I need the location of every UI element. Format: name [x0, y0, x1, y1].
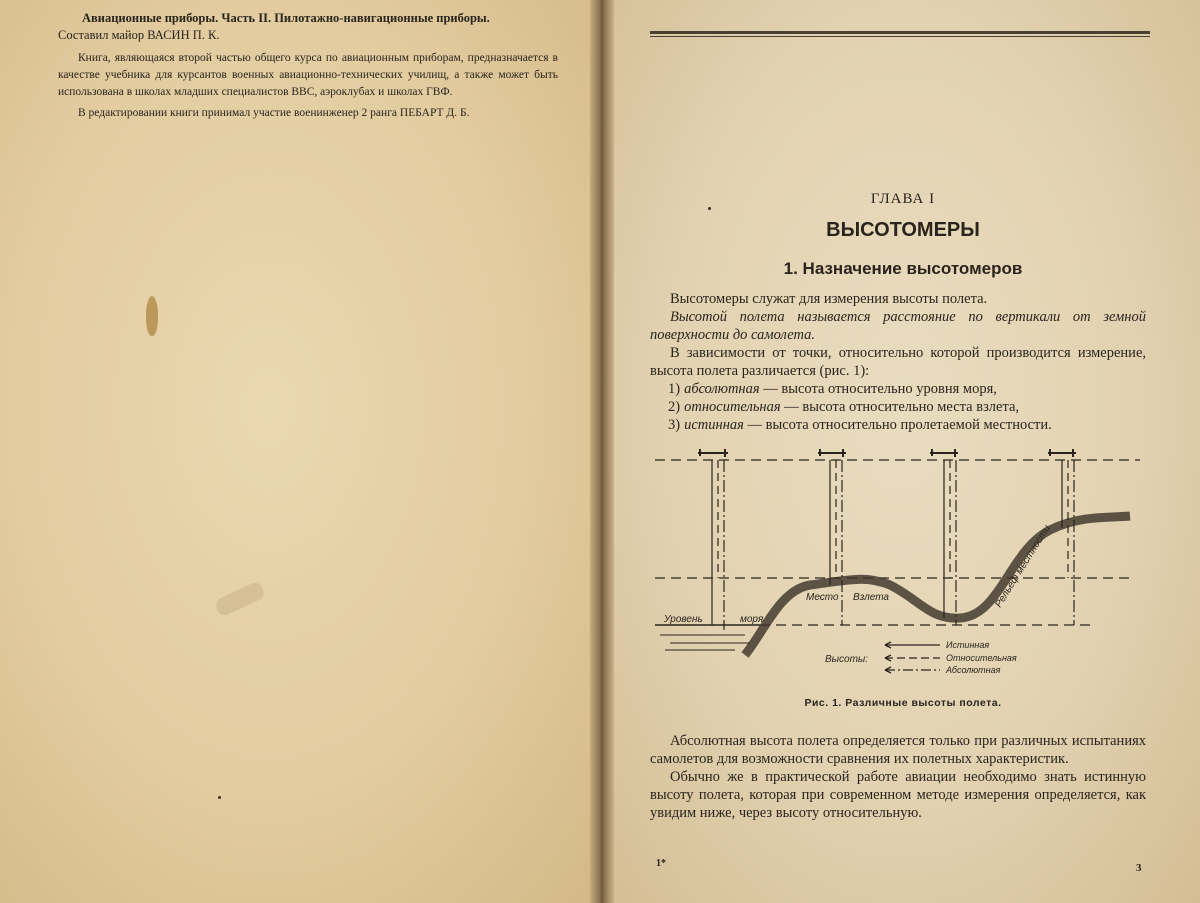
paper-smudge [214, 580, 267, 617]
legend-relative: Относительная [946, 653, 1017, 663]
label-takeoff-place: Место [806, 592, 839, 603]
paper-speck [218, 796, 221, 799]
intro-text [650, 290, 1146, 434]
chapter-title: ВЫСОТОМЕРЫ [826, 219, 980, 241]
editor-note: В редактировании книги принимал участие военинженер 2 ранга ПЕБАРТ Д. Б. [78, 107, 470, 119]
legend-absolute: Абсолютная [946, 665, 1001, 675]
closing-text [650, 732, 1146, 822]
terrain-relief [745, 516, 1130, 655]
paragraph-definition [650, 308, 1146, 344]
signature-mark: 1* [656, 858, 666, 869]
paragraph-purpose: Высотомеры служат для измерения высоты полета. [670, 291, 988, 307]
label-sea-level: Уровень [664, 614, 703, 625]
figure-caption: Рис. 1. Различные высоты полета. [804, 697, 1002, 709]
paragraph-classification: В зависимости от точки, относительно которой производится измерение, высота полета различается (рис. 1): [650, 345, 1146, 379]
list-item: 3) истинная — высота относительно пролетаемой местности. [668, 417, 1052, 433]
label-takeoff: Взлета [853, 592, 889, 603]
list-item: 1) абсолютная — высота относительно уровня моря, [668, 381, 997, 397]
height-lines [712, 460, 1074, 630]
book-title-line: Авиационные приборы. Часть II. Пилотажно-навигационные приборы. [82, 11, 490, 25]
left-page-text [58, 10, 558, 122]
paper-stain [146, 296, 158, 336]
paragraph-true-height: Обычно же в практической работе авиации необходимо знать истинную высоту полета, которая при современном методе измерения определяется, как увидим ниже, через высоту относительную. [650, 769, 1146, 821]
legend-arrows [885, 642, 940, 673]
header-rule-thick [650, 31, 1150, 34]
label-sea: моря [740, 614, 764, 625]
legend-true: Истинная [946, 640, 990, 650]
compiled-by: Составил майор ВАСИН П. К. [58, 28, 220, 42]
book-gutter [590, 0, 614, 903]
height-types-list [650, 380, 1146, 434]
label-relief: Рельеф местности [993, 523, 1053, 610]
paragraph-absolute: Абсолютная высота полета определяется только при различных испытаниях самолетов для возможности сравнения их полетных характеристик. [650, 733, 1146, 767]
definition-italic: Высотой полета называется расстояние по вертикали от земной поверхности до самолета. [650, 309, 1146, 343]
section-title: 1. Назначение высотомеров [783, 259, 1023, 278]
label-heights: Высоты: [825, 654, 869, 665]
chapter-number: ГЛАВА I [870, 191, 936, 207]
left-page [0, 0, 598, 903]
book-description: Книга, являющаяся второй частью общего курса по авиационным приборам, предназначается в качестве учебника для курсантов военных авиационно-технических училищ, а также может быть использована в школах младших специалистов ВВС, аэроклубах и школах ГВФ. [58, 52, 558, 98]
list-item: 2) относительная — высота относительно места взлета, [668, 399, 1020, 415]
aircraft-icon [698, 449, 1076, 457]
figure-flight-heights [650, 440, 1150, 700]
header-rule-thin [650, 36, 1150, 37]
page-number: 3 [1136, 862, 1142, 874]
